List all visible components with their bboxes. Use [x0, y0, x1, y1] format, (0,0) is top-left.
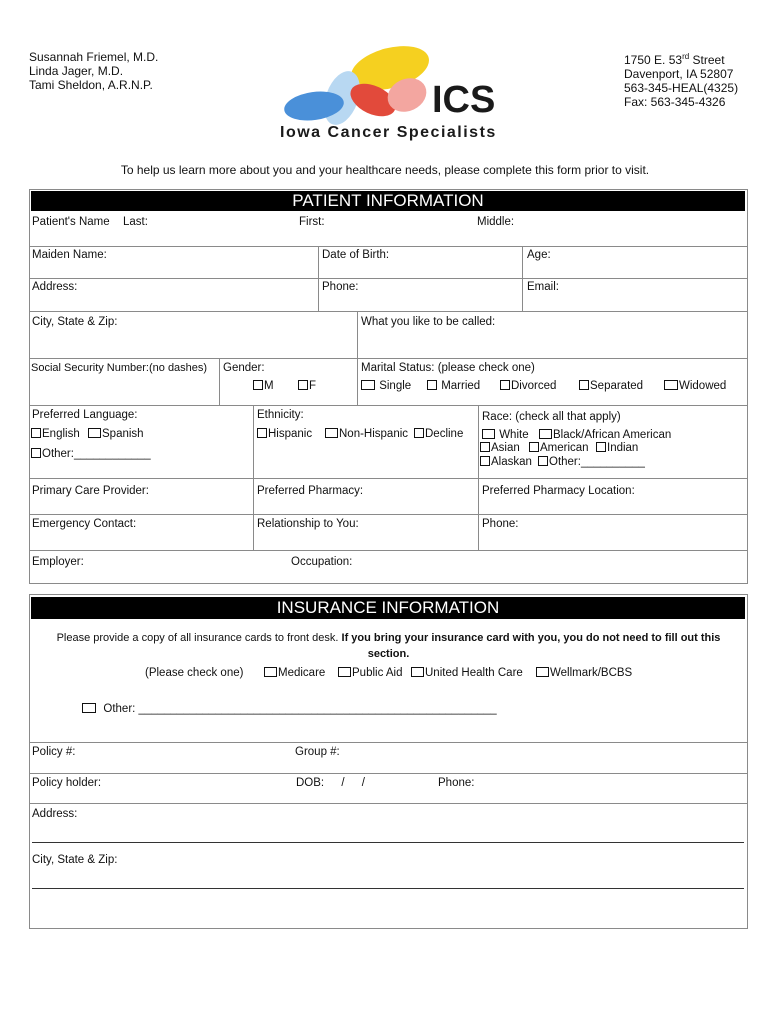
maiden-name-field[interactable]: Maiden Name:: [32, 249, 107, 261]
checkbox-icon[interactable]: [298, 380, 308, 390]
address-line[interactable]: [32, 842, 744, 843]
street-address: 1750 E. 53rd Street: [624, 52, 725, 67]
first-name-field[interactable]: First:: [299, 216, 325, 228]
doctor-name: Tami Sheldon, A.R.N.P.: [29, 78, 153, 92]
patient-name-label: Patient's Name: [32, 216, 110, 228]
city-state-zip: Davenport, IA 52807: [624, 67, 734, 81]
occupation-field[interactable]: Occupation:: [291, 556, 353, 568]
marital-separated-option[interactable]: Separated: [579, 380, 643, 393]
policy-number-field[interactable]: Policy #:: [32, 746, 76, 758]
checkbox-icon[interactable]: [664, 380, 678, 390]
insurance-note: Please provide a copy of all insurance cards to front desk. If you bring your insurance card with you, you do not need to fill out this section.: [56, 632, 721, 660]
relationship-field[interactable]: Relationship to You:: [257, 518, 359, 530]
ethnicity-decline-option[interactable]: Decline: [414, 428, 463, 441]
checkbox-icon[interactable]: [579, 380, 589, 390]
patient-info-title: PATIENT INFORMATION: [31, 191, 745, 211]
insurance-info-title: INSURANCE INFORMATION: [31, 597, 745, 619]
race-other-option[interactable]: Other:__________: [538, 456, 645, 469]
checkbox-icon[interactable]: [411, 667, 424, 677]
checkbox-icon[interactable]: [257, 428, 267, 438]
city-line[interactable]: [32, 888, 744, 889]
gender-male-option[interactable]: M: [253, 380, 274, 393]
email-field[interactable]: Email:: [527, 281, 559, 293]
holder-dob-field[interactable]: DOB: / /: [296, 777, 365, 789]
group-number-field[interactable]: Group #:: [295, 746, 340, 758]
ssn-field[interactable]: Social Security Number:(no dashes): [31, 362, 208, 374]
checkbox-icon[interactable]: [427, 380, 437, 390]
race-white-option[interactable]: White: [482, 429, 529, 442]
clinic-address: [624, 50, 738, 109]
marital-status-label: Marital Status: (please check one): [361, 362, 535, 374]
race-label: Race: (check all that apply): [482, 411, 621, 423]
gender-female-option[interactable]: F: [298, 380, 316, 393]
insurance-uhc-option[interactable]: United Health Care: [411, 667, 523, 680]
emergency-phone-field[interactable]: Phone:: [482, 518, 519, 530]
checkbox-icon[interactable]: [414, 428, 424, 438]
marital-single-option[interactable]: Single: [361, 380, 411, 393]
phone-field[interactable]: Phone:: [322, 281, 359, 293]
language-other-option[interactable]: Other:____________: [31, 448, 151, 461]
race-black-option[interactable]: Black/African American: [539, 429, 671, 442]
checkbox-icon[interactable]: [88, 428, 101, 438]
intro-text: To help us learn more about you and your healthcare needs, please complete this form prior to visit.: [120, 163, 650, 177]
checkbox-icon[interactable]: [536, 667, 549, 677]
ics-logo: [270, 40, 510, 148]
primary-care-field[interactable]: Primary Care Provider:: [32, 485, 149, 497]
checkbox-icon[interactable]: [482, 429, 495, 439]
insurance-bcbs-option[interactable]: Wellmark/BCBS: [536, 667, 632, 680]
ethnicity-hispanic-option[interactable]: Hispanic: [257, 428, 312, 441]
checkbox-icon[interactable]: [480, 456, 490, 466]
language-label: Preferred Language:: [32, 409, 138, 421]
race-alaskan-option[interactable]: Alaskan: [480, 456, 532, 469]
marital-divorced-option[interactable]: Divorced: [500, 380, 556, 393]
checkbox-icon[interactable]: [529, 442, 539, 452]
last-name-field[interactable]: Last:: [123, 216, 148, 228]
checkbox-icon[interactable]: [596, 442, 606, 452]
ethnicity-label: Ethnicity:: [257, 409, 304, 421]
insurance-public-aid-option[interactable]: Public Aid: [338, 667, 403, 680]
language-spanish-option[interactable]: Spanish: [88, 428, 144, 441]
employer-field[interactable]: Employer:: [32, 556, 84, 568]
policy-holder-field[interactable]: Policy holder:: [32, 777, 102, 789]
checkbox-icon[interactable]: [500, 380, 510, 390]
emergency-contact-field[interactable]: Emergency Contact:: [32, 518, 137, 530]
language-english-option[interactable]: English: [31, 428, 80, 441]
gender-label: Gender:: [223, 362, 265, 374]
race-asian-option[interactable]: Asian: [480, 442, 520, 455]
preferred-pharmacy-field[interactable]: Preferred Pharmacy:: [257, 485, 364, 497]
checkbox-icon[interactable]: [480, 442, 490, 452]
marital-married-option[interactable]: Married: [427, 380, 480, 393]
insurance-other-option[interactable]: Other: ________________________________________________________: [82, 703, 497, 716]
checkbox-icon[interactable]: [31, 448, 41, 458]
ethnicity-non-hispanic-option[interactable]: Non-Hispanic: [325, 428, 408, 441]
checkbox-icon[interactable]: [253, 380, 263, 390]
doctor-name: Linda Jager, M.D.: [29, 64, 124, 78]
checkbox-icon[interactable]: [264, 667, 277, 677]
dob-field[interactable]: Date of Birth:: [322, 249, 390, 261]
age-field[interactable]: Age:: [527, 249, 551, 261]
checkbox-icon[interactable]: [82, 703, 96, 713]
checkbox-icon[interactable]: [539, 429, 552, 439]
race-american-option[interactable]: American: [529, 442, 589, 455]
pharmacy-location-field[interactable]: Preferred Pharmacy Location:: [482, 485, 635, 497]
checkbox-icon[interactable]: [361, 380, 375, 390]
insurance-medicare-option[interactable]: Medicare: [264, 667, 325, 680]
doctor-list: [29, 50, 158, 92]
doctor-name: Susannah Friemel, M.D.: [29, 50, 159, 64]
checkbox-icon[interactable]: [338, 667, 351, 677]
holder-phone-field[interactable]: Phone:: [438, 777, 475, 789]
clinic-fax: Fax: 563-345-4326: [624, 95, 726, 109]
check-one-label: (Please check one): [145, 667, 244, 679]
insurance-address-field[interactable]: Address:: [32, 808, 78, 820]
logo-acronym: ICS: [432, 79, 496, 121]
logo-name: Iowa Cancer Specialists: [280, 124, 497, 141]
marital-widowed-option[interactable]: Widowed: [664, 380, 726, 393]
clinic-phone: 563-345-HEAL(4325): [624, 81, 739, 95]
race-indian-option[interactable]: Indian: [596, 442, 638, 455]
checkbox-icon[interactable]: [31, 428, 41, 438]
preferred-name-field[interactable]: What you like to be called:: [361, 316, 496, 328]
checkbox-icon[interactable]: [325, 428, 338, 438]
middle-name-field[interactable]: Middle:: [477, 216, 515, 228]
city-state-zip-field[interactable]: City, State & Zip:: [32, 316, 118, 328]
checkbox-icon[interactable]: [538, 456, 548, 466]
insurance-city-field[interactable]: City, State & Zip:: [32, 854, 118, 866]
address-field[interactable]: Address:: [32, 281, 78, 293]
